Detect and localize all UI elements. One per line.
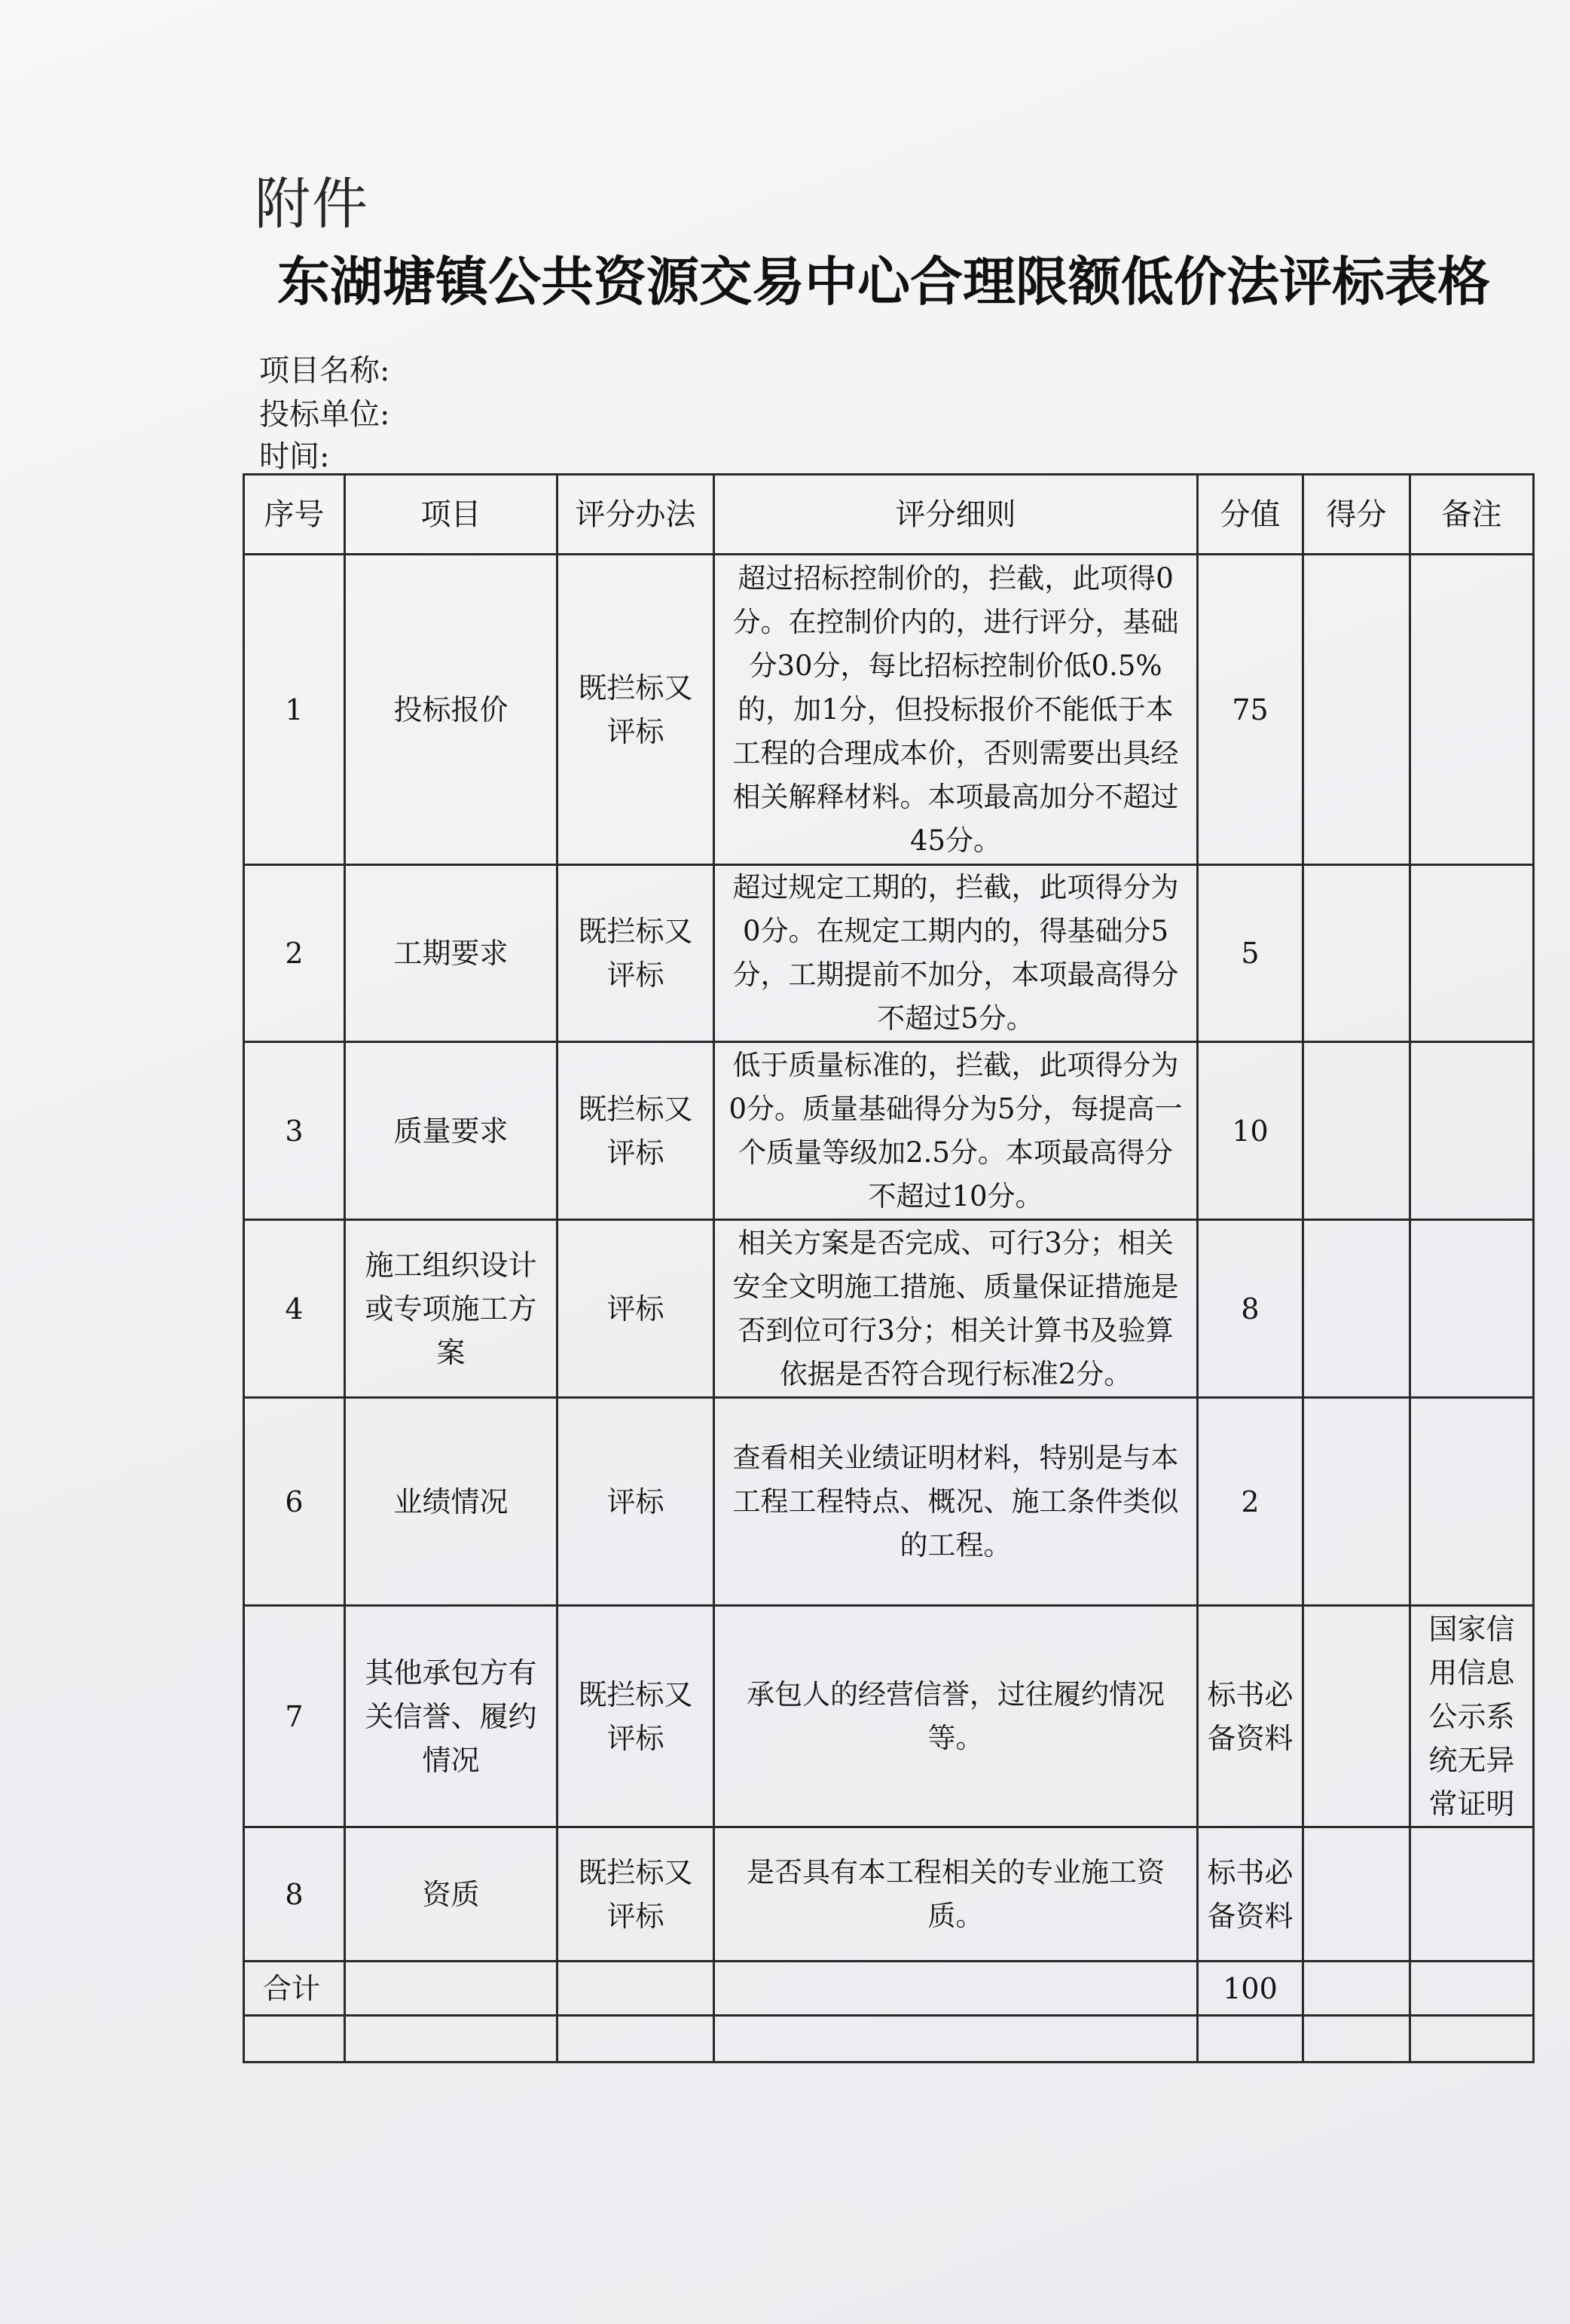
total-label: 合计 [244, 1962, 345, 2016]
row-score: 标书必备资料 [1198, 1606, 1303, 1827]
row-item: 质量要求 [345, 1042, 557, 1220]
time-label: 时间: [259, 439, 330, 474]
total-empty-cell [1410, 1962, 1534, 2016]
total-empty-cell [714, 1962, 1198, 2016]
table-row [244, 1827, 1534, 1962]
row-detail: 超过规定工期的，拦截，此项得分为0分。在规定工期内的，得基础分5分，工期提前不加分，本项最高得分不超过5分。 [714, 865, 1198, 1042]
row-detail: 超过招标控制价的，拦截，此项得0分。在控制价内的，进行评分，基础分30分，每比招标控制价低0.5%的，加1分，但投标报价不能低于本工程的合理成本价，否则需要出具经相关解释材料。本项最高加分不超过45分。 [714, 555, 1198, 865]
row-no: 2 [244, 865, 345, 1042]
blank-cell [345, 2016, 557, 2063]
document-title: 东湖塘镇公共资源交易中心合理限额低价法评标表格 [277, 250, 1490, 313]
table-row [244, 1606, 1534, 1827]
row-detail: 相关方案是否完成、可行3分；相关安全文明施工措施、质量保证措施是否到位可行3分；相关计算书及验算依据是否符合现行标准2分。 [714, 1220, 1198, 1398]
scoring-table [243, 473, 1535, 2063]
row-item: 其他承包方有关信誉、履约情况 [345, 1606, 557, 1827]
row-note [1410, 865, 1534, 1042]
blank-cell [1303, 2016, 1410, 2063]
table-row [244, 865, 1534, 1042]
row-no: 6 [244, 1398, 345, 1606]
row-score: 2 [1198, 1398, 1303, 1606]
row-note [1410, 1827, 1534, 1962]
row-note [1410, 555, 1534, 865]
row-score: 8 [1198, 1220, 1303, 1398]
column-header-item: 项目 [345, 475, 557, 555]
total-empty-cell [345, 1962, 557, 2016]
column-header-note: 备注 [1410, 475, 1534, 555]
row-method: 既拦标又评标 [557, 1606, 714, 1827]
row-note [1410, 1398, 1534, 1606]
row-method: 既拦标又评标 [557, 555, 714, 865]
row-no: 7 [244, 1606, 345, 1827]
row-item: 资质 [345, 1827, 557, 1962]
table-row [244, 1398, 1534, 1606]
table-header-row [244, 475, 1534, 555]
row-score: 5 [1198, 865, 1303, 1042]
project-name-label: 项目名称: [259, 353, 390, 388]
row-detail: 低于质量标准的，拦截，此项得分为0分。质量基础得分为5分，每提高一个质量等级加2.5分。本项最高得分不超过10分。 [714, 1042, 1198, 1220]
table-row [244, 1220, 1534, 1398]
row-detail: 承包人的经营信誉，过往履约情况等。 [714, 1606, 1198, 1827]
column-header-method: 评分办法 [557, 475, 714, 555]
total-empty-cell [1303, 1962, 1410, 2016]
row-got [1303, 1606, 1410, 1827]
row-item: 施工组织设计或专项施工方案 [345, 1220, 557, 1398]
row-no: 3 [244, 1042, 345, 1220]
row-item: 业绩情况 [345, 1398, 557, 1606]
column-header-score: 分值 [1198, 475, 1303, 555]
total-empty-cell [557, 1962, 714, 2016]
row-got [1303, 555, 1410, 865]
row-method: 既拦标又评标 [557, 865, 714, 1042]
table-row [244, 555, 1534, 865]
row-got [1303, 1042, 1410, 1220]
row-note: 国家信用信息公示系统无异常证明 [1410, 1606, 1534, 1827]
row-no: 4 [244, 1220, 345, 1398]
row-note [1410, 1042, 1534, 1220]
row-method: 既拦标又评标 [557, 1042, 714, 1220]
blank-cell [714, 2016, 1198, 2063]
blank-row [244, 2016, 1534, 2063]
bidder-label: 投标单位: [259, 397, 390, 432]
row-got [1303, 1220, 1410, 1398]
column-header-no: 序号 [244, 475, 345, 555]
row-method: 评标 [557, 1398, 714, 1606]
row-item: 投标报价 [345, 555, 557, 865]
row-got [1303, 1827, 1410, 1962]
column-header-got: 得分 [1303, 475, 1410, 555]
blank-cell [557, 2016, 714, 2063]
row-score: 75 [1198, 555, 1303, 865]
column-header-detail: 评分细则 [714, 475, 1198, 555]
total-score: 100 [1198, 1962, 1303, 2016]
row-got [1303, 1398, 1410, 1606]
row-method: 既拦标又评标 [557, 1827, 714, 1962]
total-row [244, 1962, 1534, 2016]
row-method: 评标 [557, 1220, 714, 1398]
row-detail: 查看相关业绩证明材料，特别是与本工程工程特点、概况、施工条件类似的工程。 [714, 1398, 1198, 1606]
blank-cell [1198, 2016, 1303, 2063]
row-got [1303, 865, 1410, 1042]
row-no: 8 [244, 1827, 345, 1962]
row-score: 10 [1198, 1042, 1303, 1220]
row-score: 标书必备资料 [1198, 1827, 1303, 1962]
attachment-label: 附件 [255, 172, 369, 237]
blank-cell [1410, 2016, 1534, 2063]
table-row [244, 1042, 1534, 1220]
row-item: 工期要求 [345, 865, 557, 1042]
row-note [1410, 1220, 1534, 1398]
blank-cell [244, 2016, 345, 2063]
row-detail: 是否具有本工程相关的专业施工资质。 [714, 1827, 1198, 1962]
row-no: 1 [244, 555, 345, 865]
